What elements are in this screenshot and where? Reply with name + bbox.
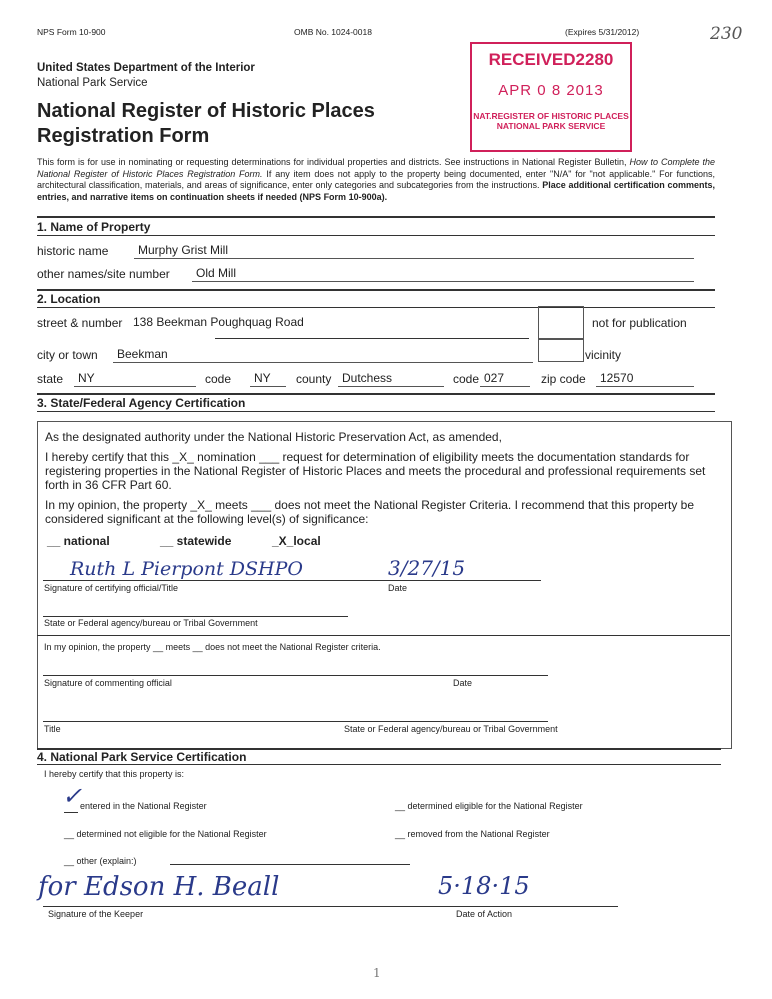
county-field[interactable]: Dutchess [338,371,444,387]
keeper-label: Signature of the Keeper [48,909,144,919]
page-subtitle: Registration Form [37,125,210,147]
action-date: 5·18·15 [438,872,530,900]
option-other[interactable]: __ other (explain:) [64,856,137,866]
stamp-register: NAT.REGISTER OF HISTORIC PLACES [473,111,629,121]
title-line [43,721,548,722]
agency-label: State or Federal agency/bureau or Tribal Government [44,618,258,628]
divider [37,235,715,236]
divider [37,411,715,412]
other-names-label: other names/site number [37,267,170,281]
county-code-label: code [453,372,480,386]
historic-name-label: historic name [37,244,109,258]
certification-text [45,430,725,532]
action-date-label: Date of Action [456,909,513,919]
divider [37,289,715,291]
certifying-signature: Ruth L Pierpont DSHPO [70,558,303,580]
page-number: 1 [373,966,381,980]
option-eligible[interactable]: __ determined eligible for the National Register [395,801,583,811]
keeper-signature: for Edson H. Beall [38,872,280,902]
check-mark-icon: ✓ [62,782,83,810]
zip-label: zip code [541,372,586,386]
section-1-heading: 1. Name of Property [37,220,151,234]
handwritten-number: 230 [710,24,743,44]
level-national[interactable]: __ national [47,534,110,548]
page-title: National Register of Historic Places [37,100,375,122]
certifying-date: 3/27/15 [388,556,466,580]
historic-name-field[interactable]: Murphy Grist Mill [134,243,694,259]
comment-signature-line [43,675,548,676]
section-2-heading: 2. Location [37,292,101,306]
city-label: city or town [37,348,98,362]
street-label: street & number [37,316,123,330]
bulletin-title: How to Complete the National Register of Historic Places Registration Form. [37,157,715,179]
signature-line [43,580,541,581]
not-for-publication-label: not for publication [592,316,687,330]
divider [37,216,715,218]
intro-text-2: If any item does not apply to the property being documented, enter "N/A" for "not applicable." For functions, architectural classification, materials, and areas of significance, enter only categories and subcategories from the instructions. [37,168,716,190]
signature-label: Signature of certifying official/Title [44,583,179,593]
code-label: code [205,372,232,386]
divider [37,307,715,308]
option-not-eligible[interactable]: __ determined not eligible for the National Register [64,829,267,839]
opinion-2: In my opinion, the property __ meets __ does not meet the National Register criteria. [44,642,381,652]
nps-certify-intro: I hereby certify that this property is: [44,769,185,779]
department: United States Department of the Interior [37,62,255,74]
option-entered[interactable]: entered in the National Register [80,801,207,811]
blank [64,812,78,813]
form-number: NPS Form 10-900 [37,27,106,37]
street-field[interactable]: 138 Beekman Poughquag Road [133,315,304,329]
not-for-publication-checkbox[interactable] [538,306,584,340]
section-3-heading: 3. State/Federal Agency Certification [37,396,246,410]
divider [37,393,715,395]
state-code-field[interactable]: NY [250,371,286,387]
vicinity-label: vicinity [585,348,622,362]
vicinity-checkbox[interactable] [538,338,584,362]
comment-date-label: Date [453,678,473,688]
certify-statement: I hereby certify that this _X_ nomination ___ request for determination of eligibility meets the documentation standards for registering properties in the National Register of Historic Places and meets the procedural and professional requirements set forth in 36 CFR Part 60. [45,450,706,492]
state-field[interactable]: NY [74,371,196,387]
divider [37,635,730,636]
expiration: (Expires 5/31/2012) [565,27,640,37]
keeper-signature-line [43,906,618,907]
service: National Park Service [37,77,148,89]
divider [37,764,721,765]
other-names-field[interactable]: Old Mill [192,266,694,282]
title-label: Title [44,724,61,734]
zip-field[interactable]: 12570 [596,371,694,387]
county-label: county [296,372,332,386]
stamp-date: APR 0 8 2013 [498,82,604,99]
divider [215,338,529,339]
county-code-field[interactable]: 027 [480,371,530,387]
city-field[interactable]: Beekman [113,347,533,363]
received-stamp [470,42,632,152]
omb-number: OMB No. 1024-0018 [294,27,372,37]
state-label: state [37,372,64,386]
intro-text: This form is for use in nominating or requesting determinations for individual properties and districts. See instructions in National Register Bulletin, [37,157,630,167]
section-4-heading: 4. National Park Service Certification [37,750,247,764]
stamp-nps: NATIONAL PARK SERVICE [496,121,606,131]
explain-line [170,864,410,865]
opinion-statement: In my opinion, the property _X_ meets ___ does not meet the National Register Criteria. I recommend that this property be considered significant at the following level(s) of significance: [45,498,695,526]
option-removed[interactable]: __ removed from the National Register [395,829,550,839]
agency-line [43,616,348,617]
stamp-received: RECEIVED2280 [488,50,614,69]
intro-bold: Place additional certification comments, entries, and narrative items on continuation sheets if needed (NPS Form 10-900a). [37,180,716,202]
level-local[interactable]: _X_local [272,534,321,548]
authority-statement: As the designated authority under the National Historic Preservation Act, as amended, [45,430,502,444]
agency-label-2: State or Federal agency/bureau or Tribal Government [344,724,558,734]
date-label: Date [388,583,408,593]
instructions [37,157,715,203]
level-statewide[interactable]: __ statewide [160,534,232,548]
comment-signature-label: Signature of commenting official [44,678,172,688]
